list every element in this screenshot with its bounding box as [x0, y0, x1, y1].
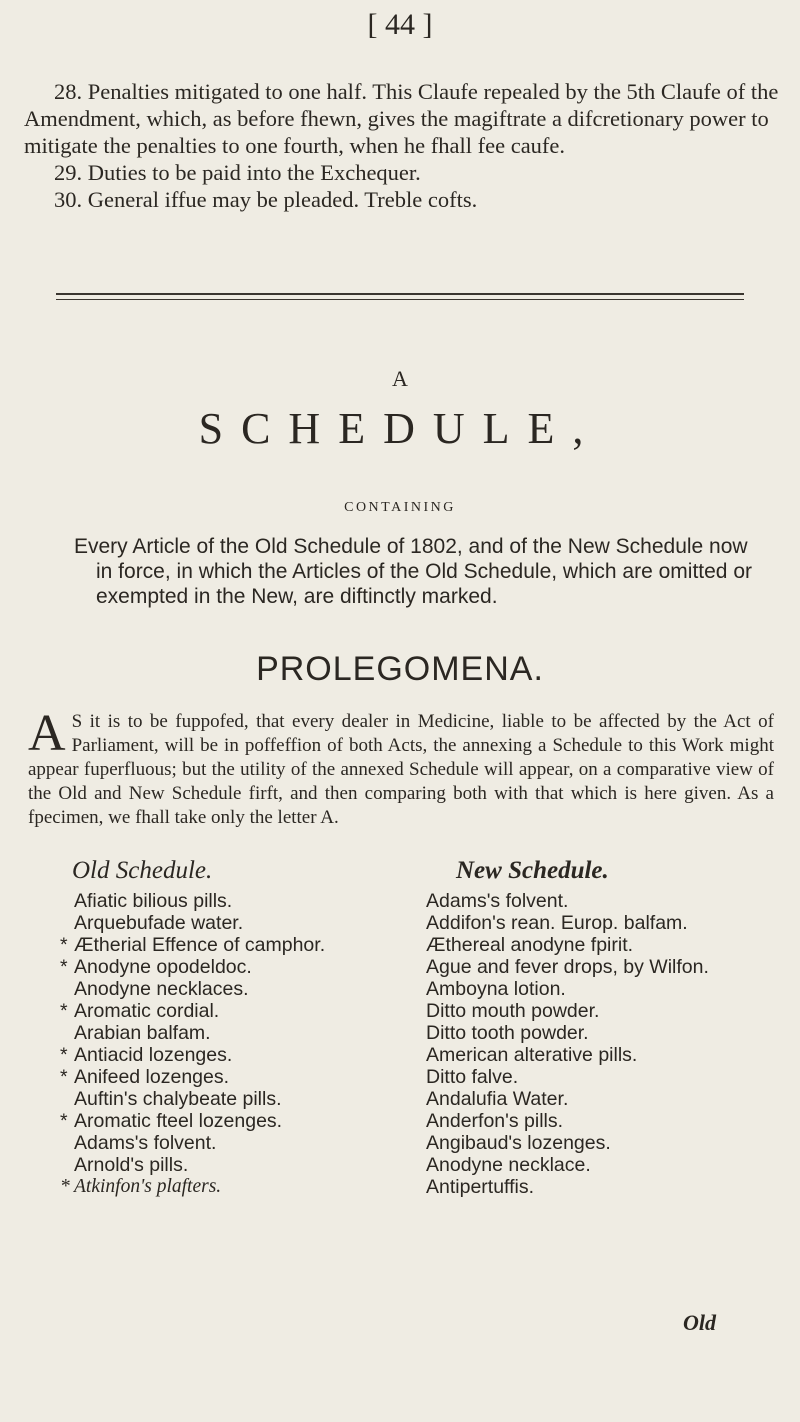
list-item: * Aromatic cordial.: [60, 1000, 220, 1022]
list-item: Adams's folvent.: [426, 890, 569, 912]
list-item: Ague and fever drops, by Wilfon.: [426, 956, 709, 978]
list-item: Anodyne necklaces.: [74, 978, 249, 1000]
list-item: Ditto tooth powder.: [426, 1022, 589, 1044]
top-clauses: [24, 78, 794, 213]
list-item: American alterative pills.: [426, 1044, 638, 1066]
list-item: Ditto falve.: [426, 1066, 519, 1088]
schedule-description: [74, 534, 764, 609]
list-item: * Anodyne opodeldoc.: [60, 956, 252, 978]
new-schedule-column: [426, 857, 786, 1198]
old-schedule-column: [60, 857, 400, 1198]
clause-30: 30. General iffue may be pleaded. Treble cofts.: [54, 187, 478, 212]
list-item: Andalufia Water.: [426, 1088, 569, 1110]
clause-28: 28. Penalties mitigated to one half. This Claufe repealed by the 5th Claufe of the Amendment, which, as before fhewn, gives the magiftrate a difcretionary power to mitigate the penalties to one fourth, when he fhall fee caufe.: [24, 79, 779, 158]
list-item: * Antiacid lozenges.: [60, 1044, 233, 1066]
schedule-description-text: Every Article of the Old Schedule of 1802, and of the New Schedule now in force, in which the Articles of the Old Schedule, which are omitted or exempted in the New, are diftinctly marked.: [74, 535, 752, 608]
containing-label: CONTAINING: [344, 500, 456, 515]
clause-29: 29. Duties to be paid into the Exchequer.: [54, 160, 421, 185]
schedule-title: SCHEDULE,: [198, 404, 602, 453]
list-item: Anderfon's pills.: [426, 1110, 564, 1132]
list-item: * Ætherial Effence of camphor.: [60, 934, 326, 956]
list-item: * Aromatic fteel lozenges.: [60, 1110, 283, 1132]
heading-article: A: [392, 366, 408, 391]
list-item: * Atkinfon's plafters.: [60, 1176, 222, 1197]
list-item: Anodyne necklace.: [426, 1154, 591, 1176]
list-item: Amboyna lotion.: [426, 978, 566, 1000]
list-item: * Anifeed lozenges.: [60, 1066, 230, 1088]
list-item: Ditto mouth powder.: [426, 1000, 600, 1022]
list-item: Angibaud's lozenges.: [426, 1132, 611, 1154]
list-item: Addifon's rean. Europ. balfam.: [426, 912, 688, 934]
list-item: Arabian balfam.: [74, 1022, 211, 1044]
list-item: Æthereal anodyne fpirit.: [426, 934, 634, 956]
list-item: Adams's folvent.: [74, 1132, 217, 1154]
divider-rule: [56, 293, 744, 295]
catchword: Old: [683, 1310, 716, 1335]
divider-rule-thin: [56, 299, 744, 300]
prolegomena-text: S it is to be fuppofed, that every dealer in Medicine, liable to be affected by the Act of Parliament, will be in poffeffion of both Acts, the annexing a Schedule to this Work might appear fuperfluous; but the utility of the annexed Schedule will appear, on a comparative view of the Old and New Schedule firft, and then comparing both with that which is here given. As a fpecimen, we fhall take only the letter A.: [28, 711, 774, 828]
new-schedule-heading: New Schedule.: [456, 857, 609, 884]
old-schedule-list: [60, 890, 400, 1198]
prolegomena-heading: PROLEGOMENA.: [256, 650, 544, 688]
new-schedule-list: [426, 890, 786, 1198]
list-item: Arnold's pills.: [74, 1154, 189, 1176]
old-schedule-heading: Old Schedule.: [72, 857, 213, 884]
list-item: Antipertuffis.: [426, 1176, 535, 1198]
drop-cap: A: [28, 705, 66, 762]
page-number: [ 44 ]: [367, 8, 433, 41]
prolegomena-body: [28, 705, 774, 830]
list-item: Auftin's chalybeate pills.: [74, 1088, 282, 1110]
list-item: Afiatic bilious pills.: [74, 890, 233, 912]
list-item: Arquebufade water.: [74, 912, 244, 934]
